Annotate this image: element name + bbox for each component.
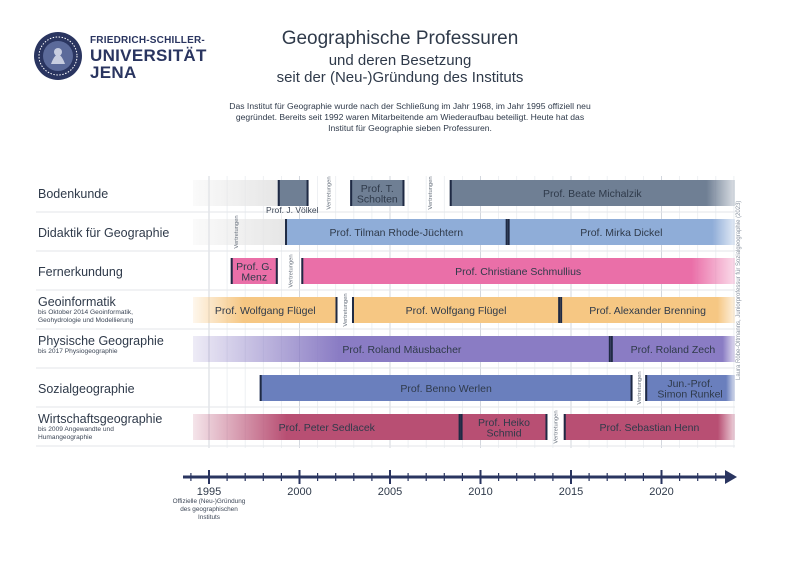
bar-label: Jun.-Prof. <box>667 377 713 390</box>
vertretung-label: Vertretungen <box>342 293 349 327</box>
row-label: Didaktik für Geographie <box>38 226 170 240</box>
row-sublabel: bis 2017 Physiogeographie <box>38 348 118 355</box>
chart-title: Geographische Professuren <box>281 28 519 49</box>
bar-end-marker <box>336 297 338 323</box>
row-label: Bodenkunde <box>38 187 109 201</box>
bar-label: Prof. Peter Sedlacek <box>278 422 375 434</box>
credit-note: Laura Röbe-Oltmanns, Juniorprofessur für Sozialgeographie (2023) <box>736 200 742 380</box>
x-tick-label: 1995 <box>196 486 222 498</box>
bar-start-marker <box>301 258 303 284</box>
bar-label: Prof. Benno Werlen <box>400 383 492 395</box>
bar-label: Prof. Wolfgang Flügel <box>405 305 507 317</box>
bar-label: Prof. Mirka Dickel <box>580 227 663 239</box>
vertretung-label: Vertretungen <box>553 410 560 444</box>
row-label: Geoinformatik <box>38 295 116 309</box>
chart-subtitle-2: seit der (Neu-)Gründung des Instituts <box>276 69 524 86</box>
bar-start-marker <box>564 414 566 440</box>
bar-end-marker <box>545 414 547 440</box>
vertretung-label: Vertretungen <box>636 371 643 405</box>
bar-start-marker <box>278 180 280 206</box>
row-sublabel: bis Oktober 2014 Geoinformatik, <box>38 309 133 316</box>
bar-start-marker <box>260 375 262 401</box>
university-line1: FRIEDRICH-SCHILLER- <box>90 35 205 46</box>
bar-start-marker <box>285 219 287 245</box>
bar-label: Prof. T. <box>360 182 394 195</box>
row-sublabel: Humangeographie <box>38 434 93 441</box>
bar-label: Prof. Wolfgang Flügel <box>214 305 316 317</box>
bar-start-marker <box>231 258 233 284</box>
bar-end-marker <box>558 297 560 323</box>
bar-label: Prof. G. <box>236 260 273 273</box>
bar-end-marker <box>459 414 461 440</box>
bar-end-marker <box>276 258 278 284</box>
row-label: Wirtschaftsgeographie <box>38 412 163 426</box>
bar-start-marker <box>611 336 613 362</box>
bar-start-marker <box>350 180 352 206</box>
founding-note: Offizielle (Neu-)Gründung <box>172 498 246 505</box>
bar-end-marker <box>307 180 309 206</box>
row-sublabel: Geohydrologie und Modellierung <box>38 317 134 324</box>
bar-start-marker <box>461 414 463 440</box>
x-tick-label: 2000 <box>287 486 312 498</box>
bar-start-marker <box>645 375 647 401</box>
bar-end-marker <box>506 219 508 245</box>
row-label: Sozialgeographie <box>38 382 135 396</box>
bar-label: Menz <box>241 271 268 284</box>
bar-below-label: Prof. J. Völkel <box>266 205 319 215</box>
x-tick-label: 2015 <box>558 486 584 498</box>
bar-start-marker <box>352 297 354 323</box>
bar-label: Prof. Beate Michalzik <box>543 188 642 200</box>
intro-line-3: Institut für Geographie sieben Professuren. <box>328 123 492 133</box>
vertretung-label: Vertretungen <box>288 254 295 288</box>
x-axis-arrow <box>725 470 737 484</box>
bar-start-marker <box>508 219 510 245</box>
university-line3: JENA <box>90 63 137 82</box>
row-label: Fernerkundung <box>38 265 123 279</box>
bar-label: Scholten <box>356 193 398 206</box>
chart-subtitle-1: und deren Besetzung <box>328 52 472 69</box>
bar-label: Prof. Sebastian Henn <box>599 422 700 434</box>
vertretung-label: Vertretungen <box>234 215 241 249</box>
row-sublabel: bis 2009 Angewandte und <box>38 426 114 433</box>
bar-label: Prof. Roland Zech <box>630 344 716 356</box>
bar-start-marker <box>560 297 562 323</box>
vertretung-label: Vertretungen <box>427 176 434 210</box>
vertretung-label: Vertretungen <box>326 176 333 210</box>
x-tick-label: 2005 <box>377 486 403 498</box>
intro-line-1: Das Institut für Geographie wurde nach der Schließung im Jahr 1968, im Jahr 1995 offiziell neu <box>229 101 591 111</box>
intro-line-2: gegründet. Bereits seit 1992 waren Mitarbeitende am Wiederaufbau beteiligt. Heute hat das <box>235 112 585 122</box>
bar-start-marker <box>450 180 452 206</box>
bar-end-marker <box>631 375 633 401</box>
x-tick-label: 2010 <box>468 486 493 498</box>
bar-label: Schmid <box>486 427 522 440</box>
founding-note: des geographischen <box>180 506 238 513</box>
founding-note: Instituts <box>197 514 221 521</box>
bar-end-marker <box>402 180 404 206</box>
timeline-bar <box>278 180 309 206</box>
row-label: Physische Geographie <box>38 334 164 348</box>
timeline-bar <box>193 180 278 206</box>
bar-label: Simon Runkel <box>657 388 723 401</box>
bar-label: Prof. Alexander Brenning <box>589 305 706 317</box>
bar-end-marker <box>609 336 611 362</box>
x-tick-label: 2020 <box>649 486 674 498</box>
bar-label: Prof. Tilman Rhode-Jüchtern <box>329 227 464 239</box>
bar-label: Prof. Roland Mäusbacher <box>342 344 462 356</box>
university-line2: UNIVERSITÄT <box>90 46 207 65</box>
bar-label: Prof. Christiane Schmullius <box>455 266 582 278</box>
bar-label: Prof. Heiko <box>478 416 530 429</box>
